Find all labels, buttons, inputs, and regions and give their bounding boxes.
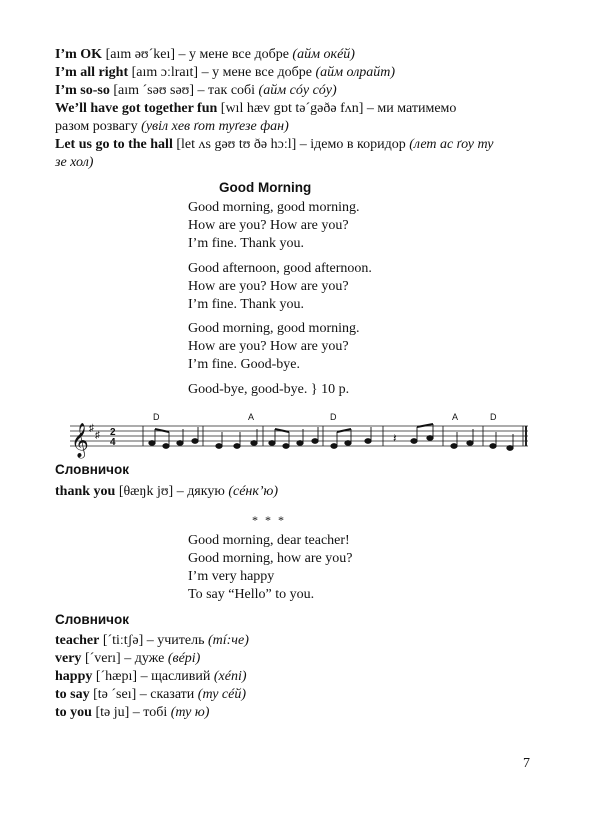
vocab-transliteration: (ту ю) — [170, 705, 210, 720]
vocab-ipa: [tə ju] — [95, 705, 130, 720]
time-signature-bottom: 4 — [110, 437, 116, 448]
phrase-line-continued — [55, 118, 289, 136]
vocab-ipa: [ˊtiːtʃə] — [102, 633, 144, 648]
phrase-translation: ми матимемо — [377, 101, 457, 116]
vocab-translation: щасливий — [151, 669, 211, 684]
phrase-transliteration: зе хол) — [55, 155, 94, 170]
chord-symbol: D — [153, 412, 160, 422]
phrase-translation: разом розвагу — [55, 119, 138, 134]
song-stanza — [188, 260, 372, 314]
phrase-line — [55, 100, 456, 118]
vocab-translation: учитель — [157, 633, 205, 648]
time-signature-top: 2 — [110, 427, 116, 438]
notes — [149, 424, 513, 450]
song-line: Good morning, good morning. — [188, 200, 360, 215]
phrase-ipa: [aım ˊsəʊ səʊ] — [113, 83, 195, 98]
dash: – — [366, 101, 374, 116]
phrase-en: Let us go to the hall — [55, 137, 173, 152]
phrase-line — [55, 64, 395, 82]
sharp-icon: ♯ — [95, 430, 100, 441]
vocabulary-entry — [55, 632, 249, 650]
phrase-en: I’m OK — [55, 47, 103, 62]
song-line: To say “Hello” to you. — [188, 587, 315, 602]
phrase-transliteration: (айм олрайт) — [315, 65, 396, 80]
song-line: I’m fine. Thank you. — [188, 236, 304, 251]
vocabulary-entry — [55, 686, 246, 704]
vocabulary-entry — [55, 483, 278, 501]
vocab-transliteration: (хéпі) — [213, 669, 247, 684]
dash: – — [299, 137, 307, 152]
phrase-translation: у мене все добре — [212, 65, 312, 80]
sharp-icon: ♯ — [89, 423, 94, 434]
phrase-line — [55, 46, 355, 64]
phrase-en: I’m all right — [55, 65, 129, 80]
dash: – — [139, 687, 147, 702]
song-line: How are you? How are you? — [188, 339, 349, 354]
phrase-ipa: [let ʌs gəʊ tʊ ðə hɔːl] — [176, 137, 297, 152]
vocab-ipa: [θæŋk jʊ] — [118, 484, 174, 499]
vocabulary-title: Словничок — [55, 612, 129, 627]
chord-symbol: D — [490, 412, 497, 422]
vocab-en: to say — [55, 687, 90, 702]
vocab-transliteration: (вéрі) — [167, 651, 201, 666]
phrase-ipa: [aım ɔːlraıt] — [131, 65, 199, 80]
chord-symbol: D — [330, 412, 337, 422]
song-line: I’m very happy — [188, 569, 275, 584]
vocab-en: teacher — [55, 633, 100, 648]
vocab-en: happy — [55, 669, 93, 684]
vocab-translation: дякую — [187, 484, 225, 499]
vocab-en: thank you — [55, 484, 116, 499]
dash: – — [146, 633, 154, 648]
dash: – — [132, 705, 140, 720]
phrase-translation: ідемо в коридор — [310, 137, 406, 152]
vocabulary-title: Словничок — [55, 462, 129, 477]
song-line: Good morning, how are you? — [188, 551, 353, 566]
vocabulary-entry — [55, 704, 209, 722]
song-stanza — [188, 381, 349, 399]
song-title: Good Morning — [219, 180, 312, 195]
vocab-en: to you — [55, 705, 92, 720]
song-line: I’m fine. Good-bye. — [188, 357, 300, 372]
phrase-transliteration: (увіл хев ґот туґезе фан) — [141, 119, 289, 134]
vocab-ipa: [ˊverı] — [84, 651, 121, 666]
song-stanza — [188, 320, 360, 374]
song-line: Good morning, good morning. — [188, 321, 360, 336]
phrase-line — [55, 82, 337, 100]
chord-symbol: A — [452, 412, 459, 422]
page-number: 7 — [523, 756, 530, 771]
phrase-ipa: [wıl hæv gɒt təˊgəðə fʌn] — [220, 101, 364, 116]
song-line: How are you? How are you? — [188, 279, 349, 294]
vocab-ipa: [ˊhæpı] — [95, 669, 138, 684]
chord-symbol: A — [248, 412, 255, 422]
vocab-en: very — [55, 651, 82, 666]
phrase-transliteration: (айм сóу сóу) — [258, 83, 337, 98]
song-line: How are you? How are you? — [188, 218, 349, 233]
vocab-translation: дуже — [134, 651, 165, 666]
dash: – — [140, 669, 148, 684]
song-line: Good-bye, good-bye. } 10 р. — [188, 382, 350, 397]
dash: – — [178, 47, 186, 62]
vocab-transliteration: (сéнк’ю) — [228, 484, 279, 499]
vocabulary-entry — [55, 650, 200, 668]
vocab-transliteration: (ту сéй) — [197, 687, 247, 702]
phrase-translation: так собі — [208, 83, 256, 98]
vocabulary-entry — [55, 668, 247, 686]
vocab-translation: тобі — [143, 705, 168, 720]
phrase-ipa: [aım əʊˊkeı] — [105, 47, 176, 62]
music-staff — [0, 410, 600, 460]
song-line: I’m fine. Thank you. — [188, 297, 304, 312]
treble-clef-icon: 𝄞 — [71, 424, 89, 457]
song-stanza — [188, 199, 360, 253]
vocab-translation: сказати — [150, 687, 195, 702]
song-line: Good morning, dear teacher! — [188, 533, 350, 548]
dash: – — [197, 83, 205, 98]
vocab-ipa: [tə ˊseı] — [93, 687, 137, 702]
phrase-translation: у мене все добре — [189, 47, 289, 62]
svg-text:𝄽: 𝄽 — [393, 431, 397, 445]
song-line: Good afternoon, good afternoon. — [188, 261, 372, 276]
phrase-line-continued — [55, 154, 93, 172]
dash: – — [124, 651, 132, 666]
dash: – — [201, 65, 209, 80]
vocab-transliteration: (тí:че) — [207, 633, 249, 648]
phrase-transliteration: (лет ас ґоу ту — [409, 137, 494, 152]
song-stanza — [188, 532, 352, 604]
dash: – — [176, 484, 184, 499]
phrase-en: We’ll have got together fun — [55, 101, 218, 116]
section-separator: * * * — [252, 513, 286, 527]
phrase-line — [55, 136, 494, 154]
phrase-transliteration: (айм окéй) — [292, 47, 355, 62]
phrase-en: I’m so-so — [55, 83, 110, 98]
